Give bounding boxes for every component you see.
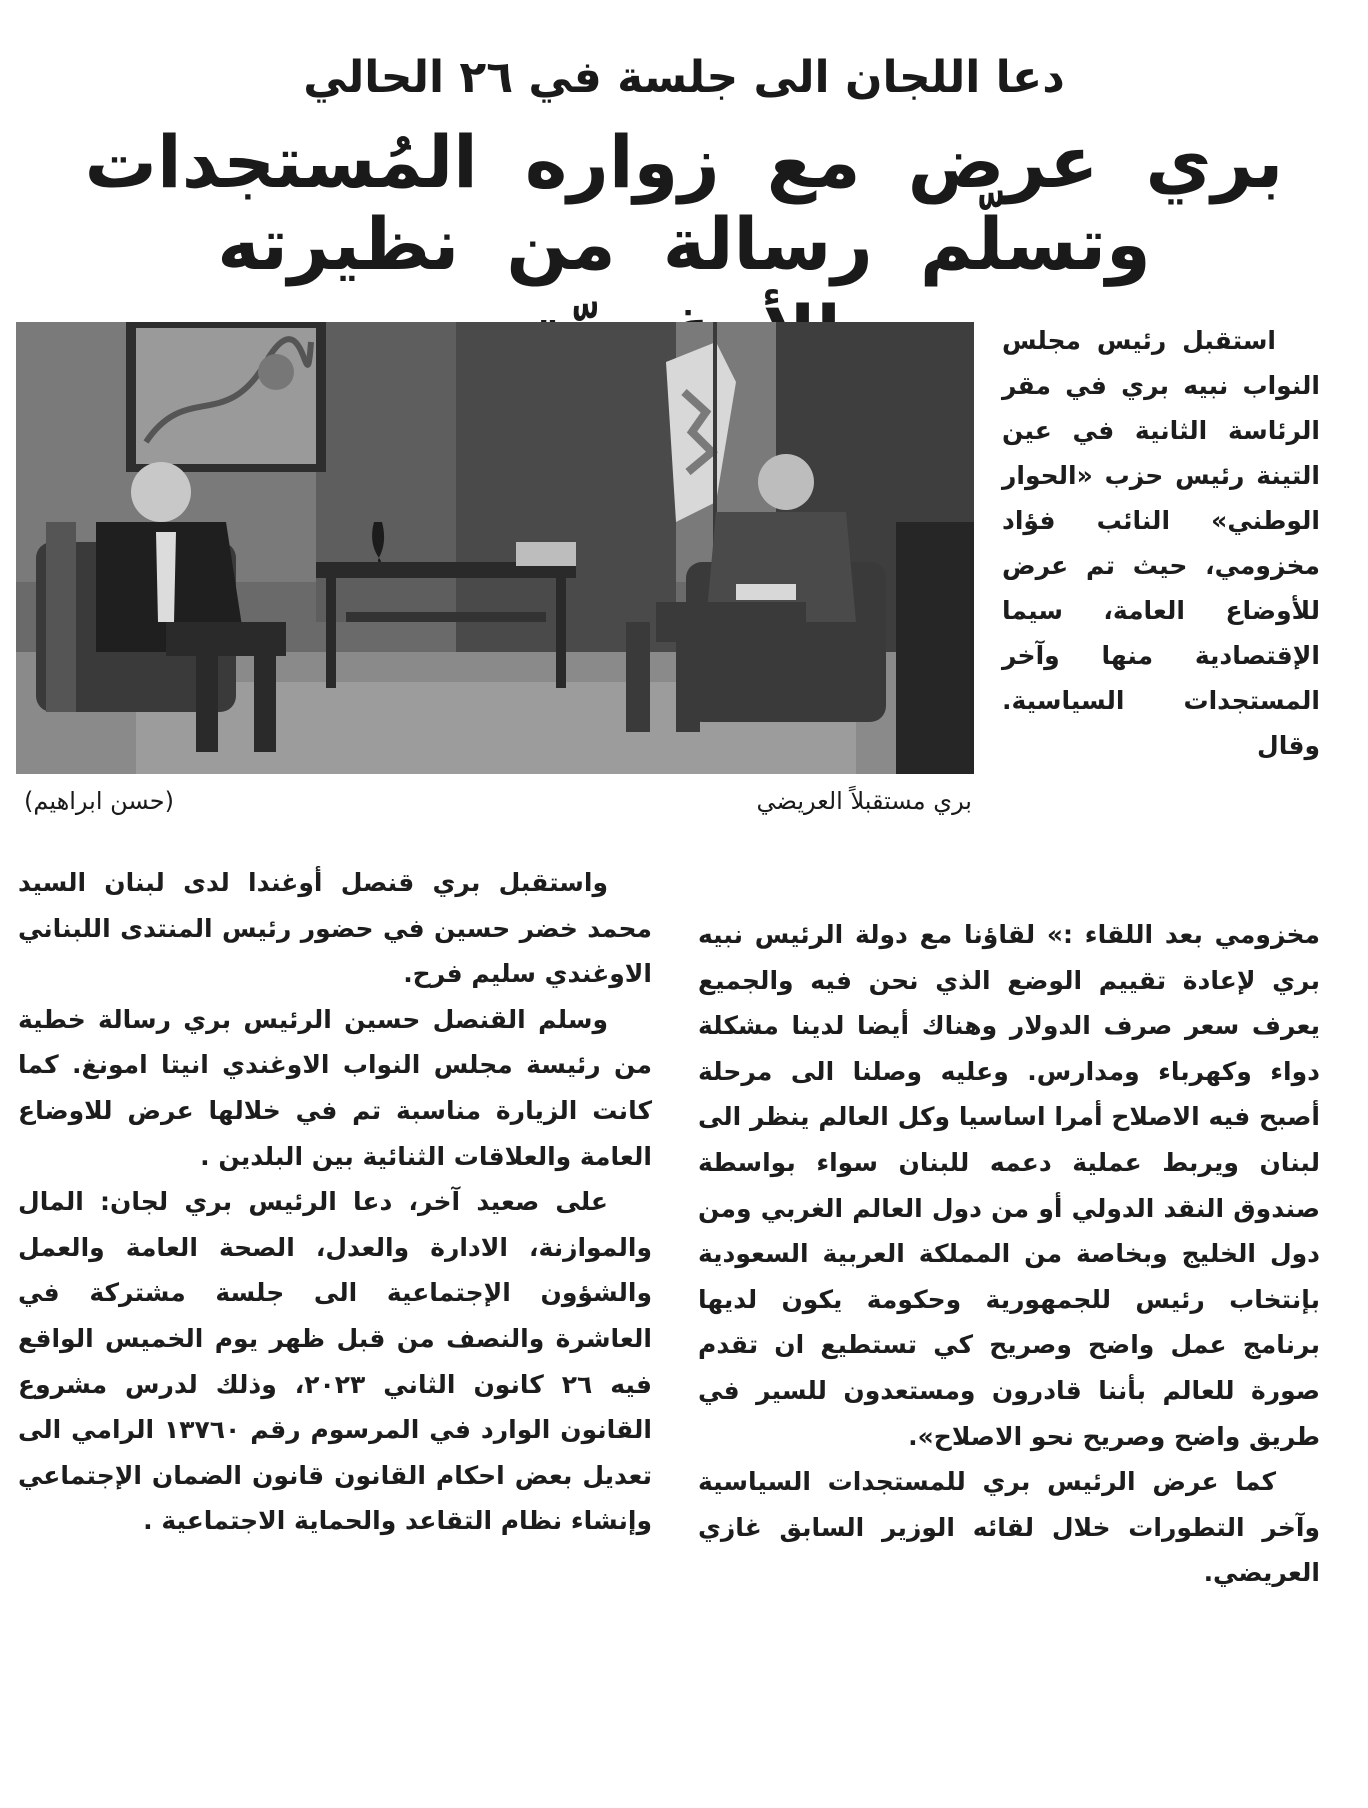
article-column-right-top [1002, 318, 1320, 768]
article-paragraph: مخزومي بعد اللقاء :» لقاؤنا مع دولة الرئيس نبيه بري لإعادة تقييم الوضع الذي نحن فيه والجميع يعرف سعر صرف الدولار وهناك أيضا لدينا مشكلة دواء وكهرباء ومدارس. وعليه وصلنا الى مرحلة أصبح فيه الاصلاح أمرا اساسيا وكل العالم ينظر الى لبنان ويربط عملية دعمه للبنان سواء بواسطة صندوق النقد الدولي أو من دول العالم الغربي ومن دول الخليج وبخاصة من المملكة العربية السعودية بإنتخاب رئيس للجمهورية وحكومة يكون لديها برنامج عمل واضح وصريح كي تستطيع ان تقدم صورة للعالم بأننا قادرون ومستعدون للسير في طريق واضح وصريح نحو الاصلاح». [698, 920, 1320, 1451]
article-column-left [18, 860, 652, 1544]
news-photo [16, 322, 974, 774]
article-paragraph: على صعيد آخر، دعا الرئيس بري لجان: المال والموازنة، الادارة والعدل، الصحة العامة والعمل والشؤون الإجتماعية الى جلسة مشتركة في العاشرة والنصف من قبل ظهر يوم الخميس الواقع فيه ٢٦ كانون الثاني ٢٠٢٣، وذلك لدرس مشروع القانون الوارد في المرسوم رقم ١٣٧٦٠ الرامي الى تعديل بعض احكام القانون قانون الضمان الإجتماعي وإنشاء نظام التقاعد والحماية الاجتماعية . [18, 1187, 652, 1536]
main-headline-line-1: بري عرض مع زواره المُستجدات [84, 120, 1284, 204]
article-paragraph: وسلم القنصل حسين الرئيس بري رسالة خطية من رئيسة مجلس النواب الاوغندي انيتا امونغ. كما كانت الزيارة مناسبة تم في خلالها عرض للاوضاع العامة والعلاقات الثنائية بين البلدين . [18, 1004, 652, 1171]
kicker-headline: دعا اللجان الى جلسة في ٢٦ الحالي [303, 52, 1065, 103]
photo-credit: (حسن ابراهيم) [24, 787, 174, 815]
article-paragraph: كما عرض الرئيس بري للمستجدات السياسية وآخر التطورات خلال لقائه الوزير السابق غازي العريضي. [698, 1467, 1320, 1588]
article-column-right-bottom [698, 912, 1320, 1596]
article-paragraph: استقبل رئيس مجلس النواب نبيه بري في مقر الرئاسة الثانية في عين التينة رئيس حزب «الحوار الوطني» النائب فؤاد مخزومي، حيث تم عرض للأوضاع العامة، سيما الإقتصادية منها وآخر المستجدات السياسية. وقال [1002, 326, 1320, 760]
photo-caption: بري مستقبلاً العريضي [756, 787, 972, 815]
article-paragraph: واستقبل بري قنصل أوغندا لدى لبنان السيد محمد خضر حسين في حضور رئيس المنتدى اللبناني الاوغندي سليم فرح. [18, 868, 652, 989]
main-headline-line-2: وتسلّم رسالة من نظيرته [217, 202, 1151, 286]
framed-painting-icon [126, 322, 326, 472]
